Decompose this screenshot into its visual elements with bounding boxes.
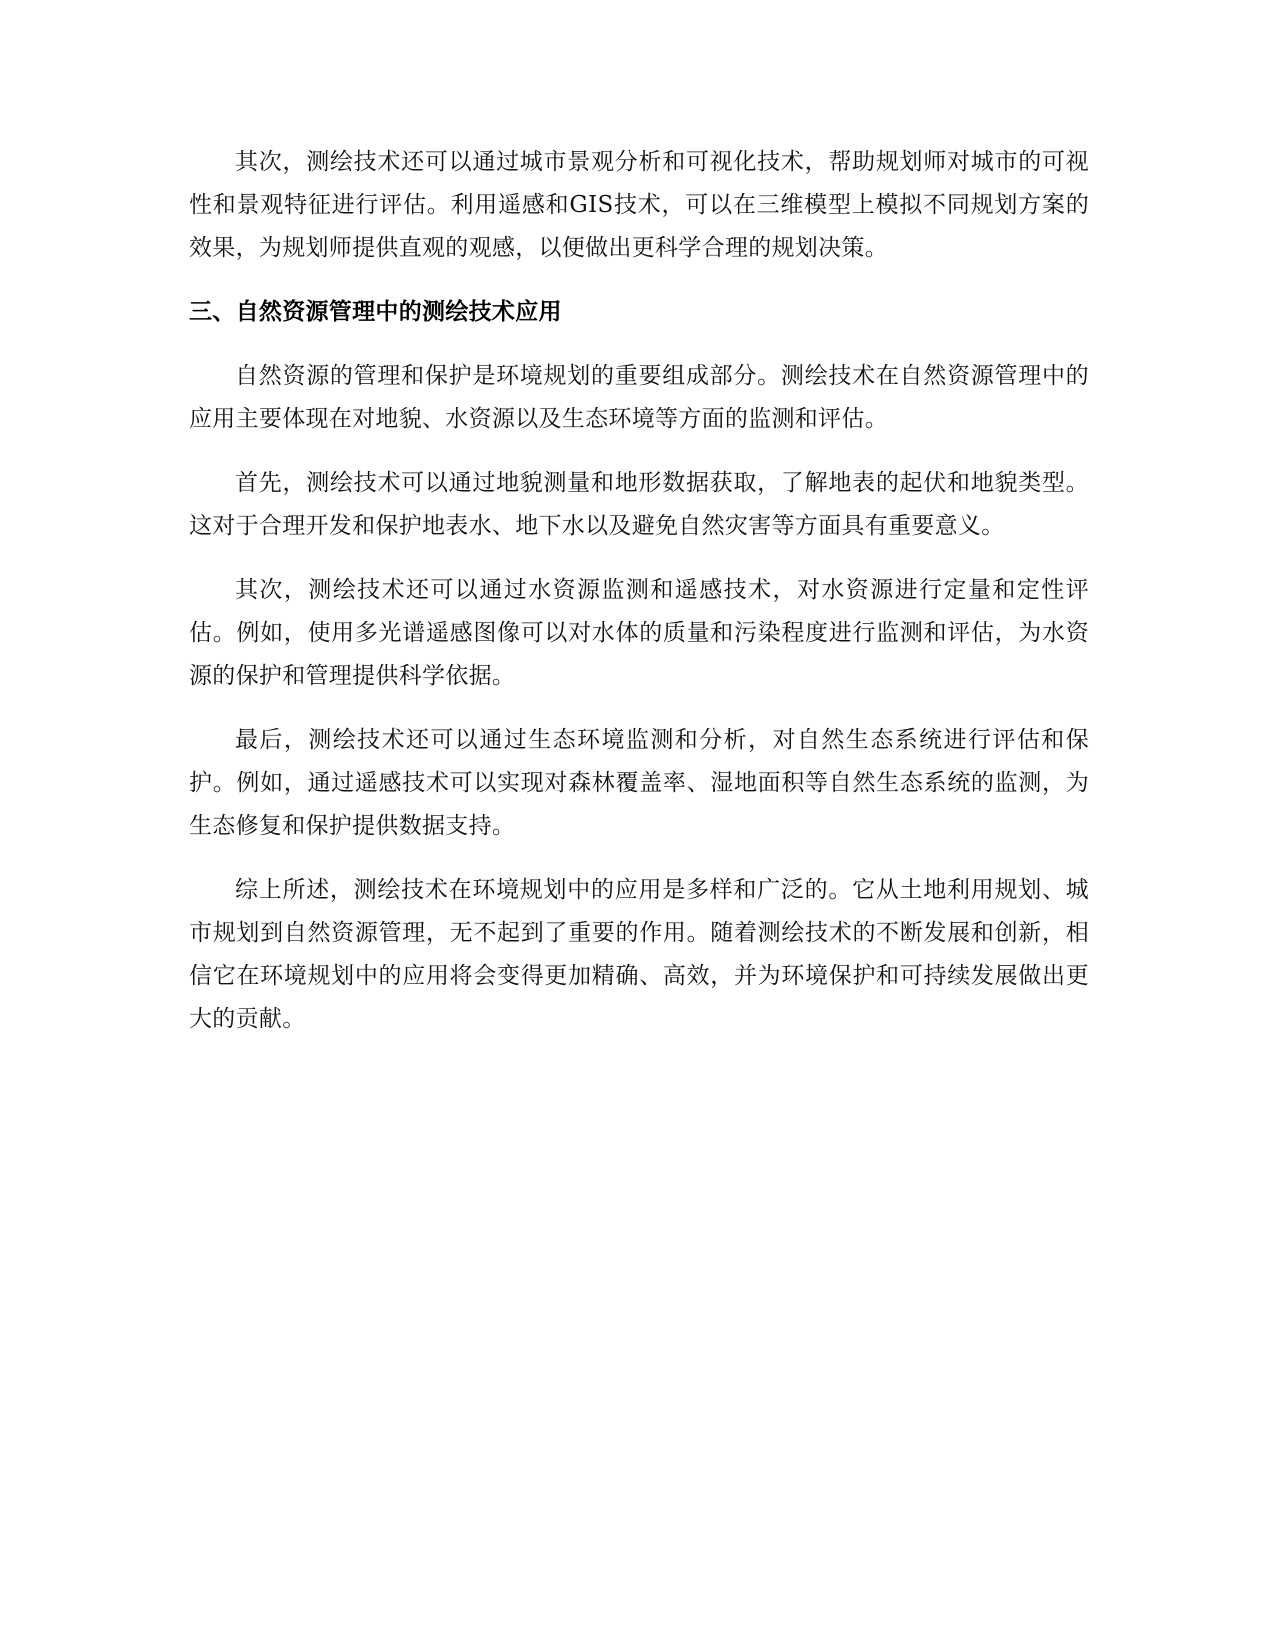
document-body <box>189 141 1089 1062</box>
paragraph: 其次，测绘技术还可以通过城市景观分析和可视化技术，帮助规划师对城市的可视性和景观特征进行评估。利用遥感和GIS技术，可以在三维模型上模拟不同规划方案的效果，为规划师提供直观的观感，以便做出更科学合理的规划决策。 <box>189 149 1089 261</box>
paragraph: 首先，测绘技术可以通过地貌测量和地形数据获取，了解地表的起伏和地貌类型。这对于合理开发和保护地表水、地下水以及避免自然灾害等方面具有重要意义。 <box>189 470 1089 539</box>
paragraph: 自然资源的管理和保护是环境规划的重要组成部分。测绘技术在自然资源管理中的应用主要体现在对地貌、水资源以及生态环境等方面的监测和评估。 <box>189 363 1089 432</box>
section-heading: 三、自然资源管理中的测绘技术应用 <box>189 299 562 325</box>
paragraph: 综上所述，测绘技术在环境规划中的应用是多样和广泛的。它从土地利用规划、城市规划到自然资源管理，无不起到了重要的作用。随着测绘技术的不断发展和创新，相信它在环境规划中的应用将会变得更加精确、高效，并为环境保护和可持续发展做出更大的贡献。 <box>189 877 1089 1032</box>
paragraph: 其次，测绘技术还可以通过水资源监测和遥感技术，对水资源进行定量和定性评估。例如，使用多光谱遥感图像可以对水体的质量和污染程度进行监测和评估，为水资源的保护和管理提供科学依据。 <box>189 577 1089 689</box>
paragraph: 最后，测绘技术还可以通过生态环境监测和分析，对自然生态系统进行评估和保护。例如，通过遥感技术可以实现对森林覆盖率、湿地面积等自然生态系统的监测，为生态修复和保护提供数据支持。 <box>189 727 1089 839</box>
